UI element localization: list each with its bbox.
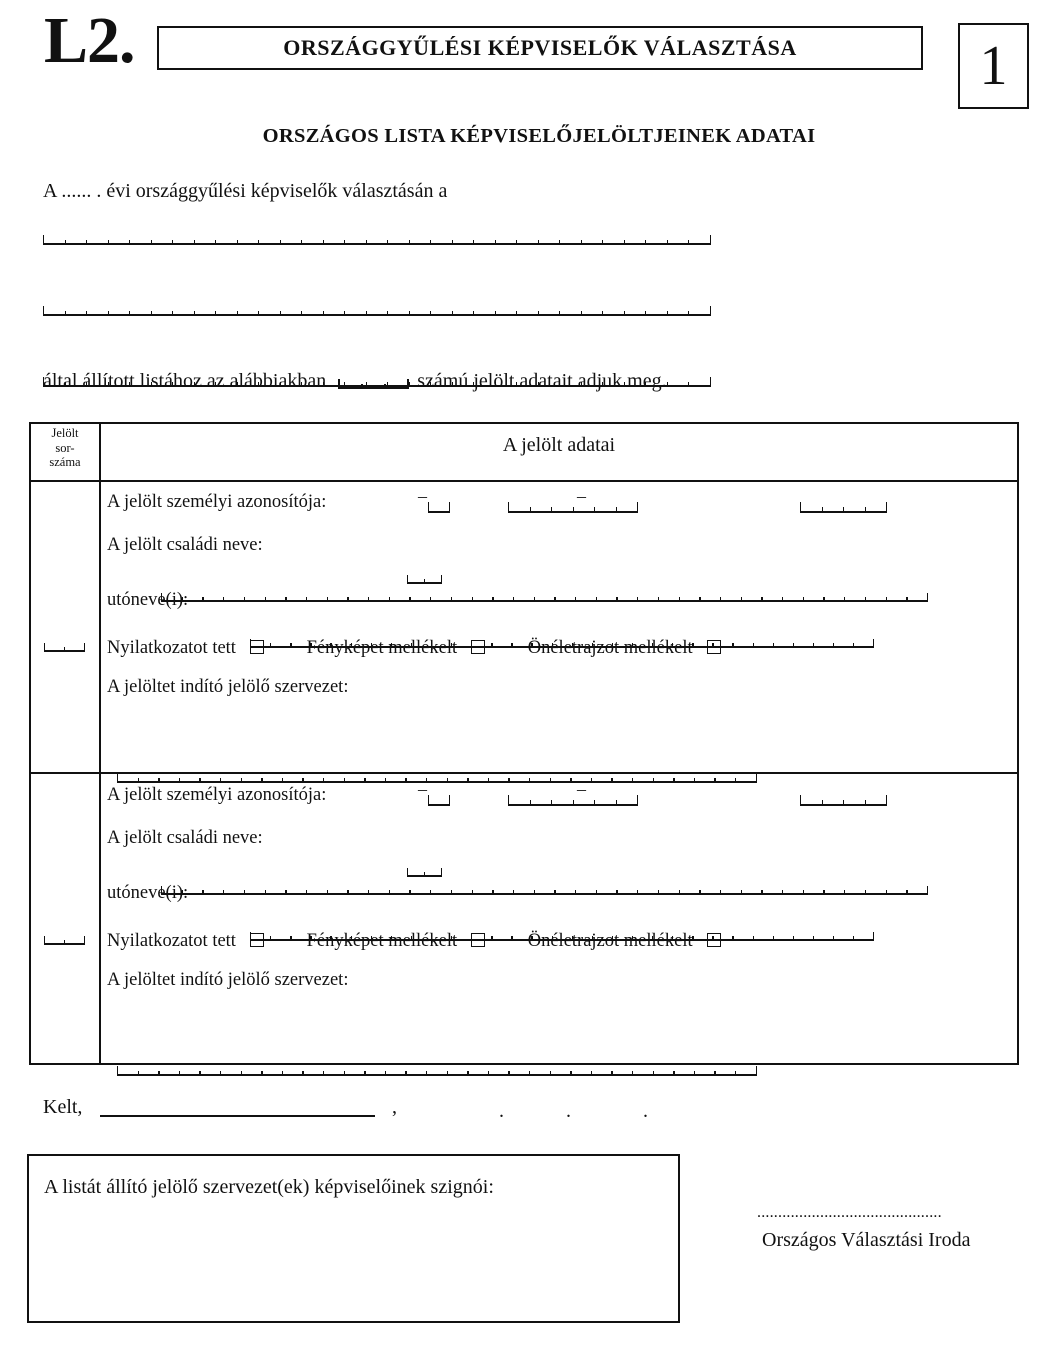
intro-line: A ...... . évi országgyűlési képviselők választásán a — [43, 180, 448, 202]
given-name-label: utóneve(i): — [107, 590, 189, 610]
id-field-part3[interactable] — [800, 795, 886, 806]
kelt-place-field[interactable] — [100, 1115, 375, 1117]
office-name: Országos Választási Iroda — [762, 1229, 971, 1251]
after-text-2: számú jelölt adatait adjuk meg. — [417, 370, 667, 392]
form-subtitle: ORSZÁGOS LISTA KÉPVISELŐJELÖLTJEINEK ADATAI — [262, 125, 816, 147]
candidate-number-field[interactable] — [44, 936, 84, 945]
col1-header-line: száma — [49, 455, 81, 469]
photo-checkbox[interactable] — [471, 933, 485, 947]
id-label: A jelölt személyi azonosítója: — [107, 492, 327, 512]
dot: . — [643, 1100, 648, 1122]
family-name-label: A jelölt családi neve: — [107, 535, 263, 555]
declaration-checkbox[interactable] — [250, 933, 264, 947]
list-number-line — [43, 370, 667, 393]
candidate-number-field[interactable] — [44, 643, 84, 652]
after-text-1: által állított listához az alábbiakban — [43, 370, 327, 392]
id-field-part1[interactable] — [428, 795, 449, 806]
dash-separator: – — [577, 779, 586, 799]
family-prefix-field[interactable] — [407, 868, 441, 877]
party-name-field-1[interactable] — [43, 235, 710, 245]
col1-header-line: Jelölt — [51, 426, 79, 440]
photo-checkbox[interactable] — [471, 640, 485, 654]
col2-header: A jelölt adatai — [502, 434, 616, 456]
family-prefix-field[interactable] — [407, 575, 441, 584]
org-label: A jelöltet indító jelölő szervezet: — [107, 970, 349, 990]
cv-label: Önéletrajzot mellékelt — [527, 638, 693, 658]
comma: , — [392, 1096, 397, 1118]
photo-label: Fényképet mellékelt — [306, 638, 458, 658]
dash-separator: – — [577, 486, 586, 506]
given-name-label: utóneve(i): — [107, 883, 189, 903]
signature-box-text: A listát állító jelölő szervezet(ek) képviselőinek szignói: — [44, 1176, 494, 1198]
cv-checkbox[interactable] — [707, 933, 721, 947]
page-number: 1 — [958, 23, 1029, 109]
signature-dots: ............................................ — [757, 1204, 942, 1221]
family-name-label: A jelölt családi neve: — [107, 828, 263, 848]
checkbox-row — [107, 931, 721, 952]
photo-label: Fényképet mellékelt — [306, 931, 458, 951]
dash-separator: – — [418, 486, 427, 506]
id-field-part1[interactable] — [428, 502, 449, 513]
col1-header-line: sor- — [55, 440, 75, 455]
dash-separator: – — [418, 779, 427, 799]
id-field-part2[interactable] — [508, 502, 637, 513]
id-field-part3[interactable] — [800, 502, 886, 513]
kelt-label: Kelt, — [43, 1096, 83, 1118]
id-label: A jelölt személyi azonosítója: — [107, 785, 327, 805]
candidate-table — [29, 422, 1019, 1065]
cv-label: Önéletrajzot mellékelt — [527, 931, 693, 951]
family-name-field[interactable] — [161, 593, 927, 602]
declaration-label: Nyilatkozatot tett — [107, 931, 236, 951]
list-number-field[interactable] — [338, 379, 407, 389]
cv-checkbox[interactable] — [707, 640, 721, 654]
declaration-label: Nyilatkozatot tett — [107, 638, 236, 658]
declaration-checkbox[interactable] — [250, 640, 264, 654]
org-label: A jelöltet indító jelölő szervezet: — [107, 677, 349, 697]
signature-box[interactable] — [27, 1154, 680, 1323]
form-code: L2. — [44, 4, 135, 77]
dot: . — [566, 1100, 571, 1122]
dot: . — [499, 1100, 504, 1122]
org-field[interactable] — [117, 1066, 756, 1076]
party-name-field-2[interactable] — [43, 306, 710, 316]
family-name-field[interactable] — [161, 886, 927, 895]
id-field-part2[interactable] — [508, 795, 637, 806]
checkbox-row — [107, 638, 721, 659]
form-title: ORSZÁGGYŰLÉSI KÉPVISELŐK VÁLASZTÁSA — [157, 26, 923, 70]
